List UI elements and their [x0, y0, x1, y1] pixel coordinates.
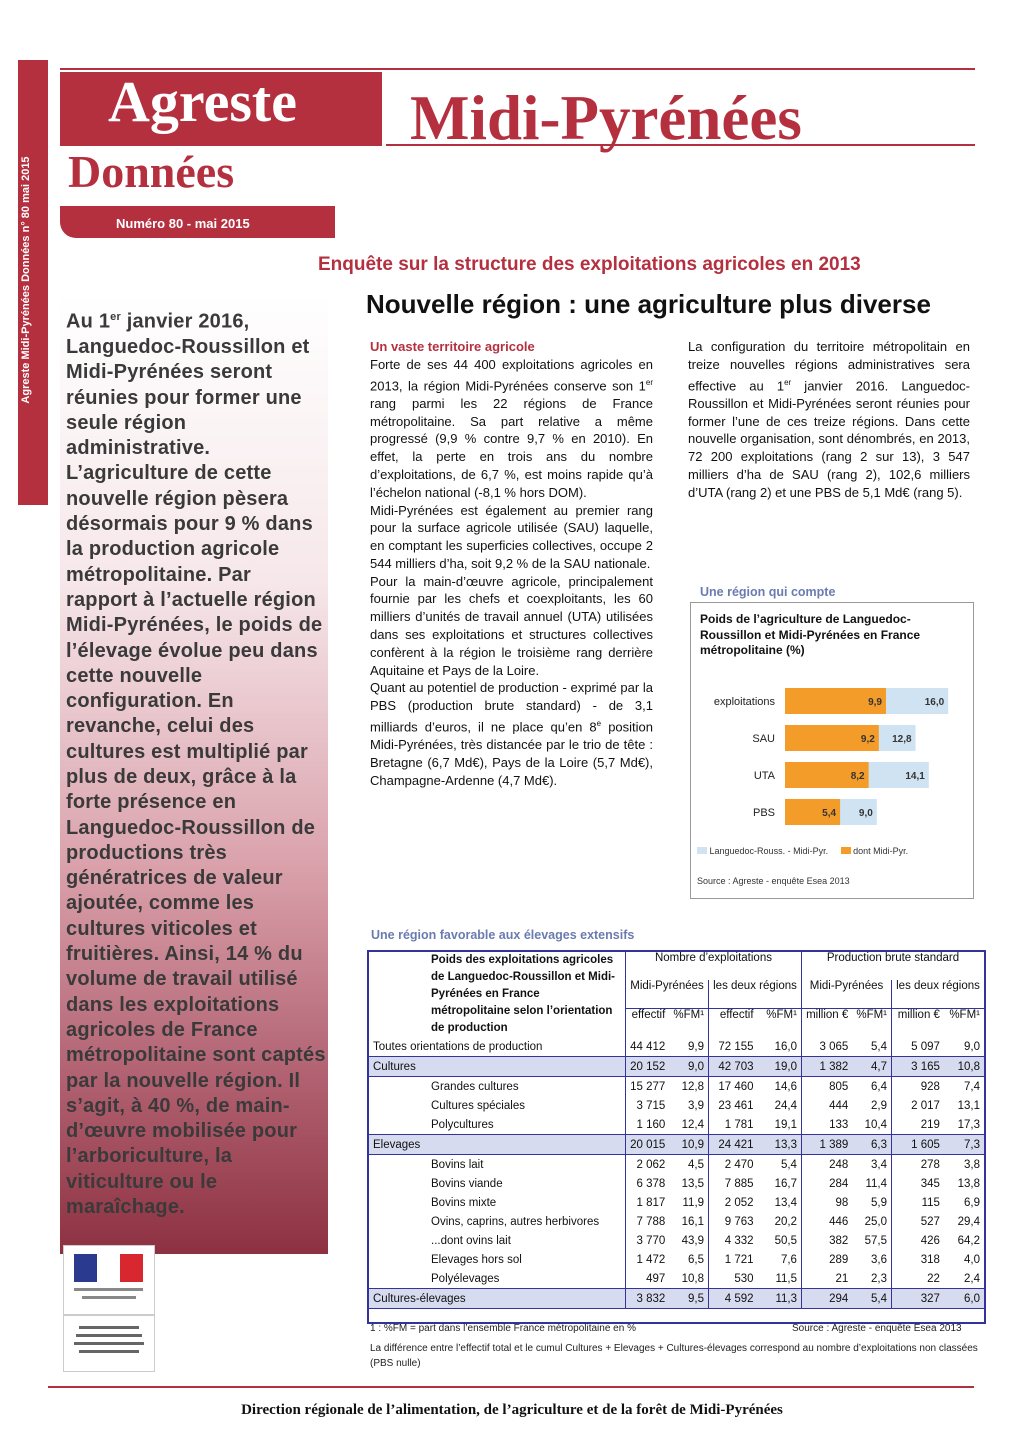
table-cell: 5 097 [892, 1037, 944, 1057]
table-cell: 4,7 [852, 1057, 891, 1077]
series-title: Données [68, 146, 235, 197]
table-cell: 345 [892, 1174, 944, 1193]
table-row [369, 1037, 984, 1057]
ministry-logo [63, 1315, 155, 1372]
table-cell: 11,5 [775, 1272, 797, 1285]
table-cell: 98 [801, 1193, 852, 1212]
table [369, 952, 984, 1309]
bar-label-midi-pyrenees: 5,4 [822, 808, 837, 819]
table-cell: 12,4 [681, 1118, 705, 1131]
table-cell: 20 015 [626, 1135, 670, 1155]
data-table [367, 950, 986, 1324]
table-cell: 2 052 [709, 1193, 758, 1212]
table-cell: 3,9 [688, 1099, 705, 1112]
unit-header: million € [892, 1008, 944, 1037]
table-row [369, 1155, 984, 1175]
row-label: Cultures-élevages [369, 1289, 626, 1309]
table-cell: 50,5 [774, 1234, 797, 1247]
table-cell: 527 [892, 1212, 944, 1231]
chart-category-label: PBS [752, 807, 775, 819]
table-cell: 5,9 [871, 1196, 888, 1209]
table-cell: 24,4 [774, 1099, 797, 1112]
table-cell: 294 [801, 1289, 852, 1309]
table-cell: 23 461 [709, 1096, 758, 1115]
table-note: La différence entre l’effectif total et le cumul Cultures + Elevages + Cultures-élevages correspond au nombre d’exploitations non classées (PBS nulle) [370, 1343, 978, 1369]
table-cell: 6,3 [852, 1135, 891, 1155]
table-cell: 1 817 [626, 1193, 670, 1212]
table-cell: 13,3 [758, 1135, 802, 1155]
table-cell: 115 [892, 1193, 944, 1212]
table-cell: 3 832 [626, 1289, 670, 1309]
ministry-text-icon [64, 1316, 154, 1371]
table-cell: 11,4 [865, 1177, 888, 1190]
unit-header: %FM¹ [944, 1008, 984, 1037]
table-cell: 4 332 [709, 1231, 758, 1250]
table-cell: 7 788 [626, 1212, 670, 1231]
row-label: Toutes orientations de production [373, 1040, 543, 1053]
table-cell: 5,4 [852, 1289, 891, 1309]
table-cell: 3 715 [626, 1096, 670, 1115]
table-cell: 17,3 [957, 1118, 980, 1131]
row-label: Polyélevages [431, 1272, 500, 1285]
unit-header: effectif [626, 1008, 670, 1037]
region-title: Midi-Pyrénées [410, 83, 802, 153]
row-label: Grandes cultures [431, 1080, 519, 1093]
legend-swatch-mp [841, 847, 851, 854]
col1-para-3: Pour la main-d’œuvre agricole, principalement fournie par les chefs et coexploitants, les 60 milliers d’unités de travail annuel (UTA) utilisées dans ses exploitations et structures collectives confèrent à la région le troisième rang derrière Aquitaine et Pays de la Loire. [370, 573, 653, 678]
col1-heading: Un vaste territoire agricole [370, 339, 535, 354]
table-cell: 44 412 [626, 1037, 670, 1057]
table-cell: 57,5 [864, 1234, 888, 1247]
table-row [369, 1193, 984, 1212]
table-cell: 72 155 [709, 1037, 758, 1057]
table-cell: 3 165 [892, 1057, 944, 1077]
table-cell: 318 [892, 1250, 944, 1269]
group-header-exploitations: Nombre d’exploitations [626, 952, 802, 980]
table-cell: 43,9 [681, 1234, 705, 1247]
table-cell: 327 [892, 1289, 944, 1309]
row-label: Bovins lait [431, 1158, 484, 1171]
table-cell: 14,6 [774, 1080, 797, 1093]
table-section-title: Une région favorable aux élevages extensifs [371, 928, 635, 942]
table-cell: 19,0 [758, 1057, 802, 1077]
bar-label-midi-pyrenees: 9,2 [860, 734, 875, 745]
table-cell: 1 389 [801, 1135, 852, 1155]
table-cell: 2,9 [871, 1099, 888, 1112]
sub-header-mp-pbs: Midi-Pyrénées [801, 980, 891, 1009]
vertical-strip-text: Agreste Midi-Pyrénées Données n° 80 mai 2015 [20, 156, 32, 404]
table-cell: 13,8 [957, 1177, 980, 1190]
table-row [369, 1212, 984, 1231]
table-row [369, 1057, 984, 1077]
row-label: Elevages hors sol [431, 1253, 522, 1266]
bar-label-both-regions: 16,0 [924, 697, 945, 708]
table-cell: 444 [801, 1096, 852, 1115]
table-cell: 497 [626, 1269, 670, 1289]
table-cell: 6,0 [944, 1289, 984, 1309]
sub-header-mp: Midi-Pyrénées [626, 980, 709, 1009]
group-header-pbs: Production brute standard [801, 952, 984, 980]
table-cell: 4,5 [688, 1158, 705, 1171]
col2-para-1: La configuration du territoire métropolitain en treize nouvelles régions administratives sera effective au 1er janvier 2016. Languedoc-Roussillon et Midi-Pyrénées seront réunies pour former l’une de ces treize régions. Dans cette nouvelle organisation, sont dénombrés, en 2013, 72 200 exploitations (rang 2 sur 13), 3 547 milliers d’ha de SAU (rang 2), 102,6 milliers d’UTA (rang 2) et une PBS de 5,1 Md€ (rang 5). [688, 339, 970, 500]
table-cell: 16,1 [681, 1215, 705, 1228]
table-cell: 6 378 [626, 1174, 670, 1193]
unit-header: %FM¹ [758, 1008, 802, 1037]
row-label: Ovins, caprins, autres herbivores [431, 1215, 600, 1228]
table-cell: 10,8 [944, 1057, 984, 1077]
table-cell: 15 277 [626, 1077, 670, 1097]
table-cell: 5,4 [871, 1040, 888, 1053]
row-label: Bovins mixte [431, 1196, 497, 1209]
table-cell: 1 382 [801, 1057, 852, 1077]
republic-logo [63, 1245, 155, 1315]
table-cell: 9,5 [669, 1289, 708, 1309]
row-label: Cultures spéciales [431, 1099, 525, 1112]
bar-label-midi-pyrenees: 9,9 [868, 697, 882, 708]
table-cell: 248 [801, 1155, 852, 1175]
chart-title: Poids de l’agriculture de Languedoc-Roussillon et Midi-Pyrénées en France métropolitaine (%) [700, 612, 921, 657]
table-cell: 10,9 [669, 1135, 708, 1155]
table-cell: 3,4 [871, 1158, 888, 1171]
chart-category-label: UTA [753, 770, 775, 782]
table-cell: 4,0 [964, 1253, 980, 1266]
table-cell: 1 781 [709, 1115, 758, 1135]
footer-rule [48, 1386, 974, 1388]
table-cell: 928 [892, 1077, 944, 1097]
footer-text: Direction régionale de l’alimentation, de l’agriculture et de la forêt de Midi-Pyrénées [241, 1402, 783, 1418]
table-cell: 3 065 [801, 1037, 852, 1057]
table-title: Poids des exploitations agricoles de Languedoc-Roussillon et Midi-Pyrénées en France métropolitaine selon l’orientation de production [431, 954, 615, 1034]
unit-header: million € [801, 1008, 852, 1037]
table-row [369, 1096, 984, 1115]
row-label: Bovins viande [431, 1177, 503, 1190]
table-cell: 2 062 [626, 1155, 670, 1175]
table-cell: 20,2 [774, 1215, 797, 1228]
table-cell: 426 [892, 1231, 944, 1250]
table-cell: 133 [801, 1115, 852, 1135]
table-cell: 11,3 [758, 1289, 802, 1309]
table-cell: 3 770 [626, 1231, 670, 1250]
legend-swatch-both [697, 847, 707, 854]
column-2 [688, 338, 970, 502]
republic-flag-icon [64, 1246, 154, 1314]
table-source: Source : Agreste - enquête Esea 2013 [792, 1323, 962, 1334]
table-cell: 20 152 [626, 1057, 670, 1077]
table-cell: 19,1 [774, 1118, 797, 1131]
table-cell: 16,7 [774, 1177, 797, 1190]
table-cell: 11,9 [682, 1196, 705, 1209]
table-row [369, 1231, 984, 1250]
table-cell: 6,4 [871, 1080, 888, 1093]
table-cell: 24 421 [709, 1135, 758, 1155]
table-cell: 9,0 [964, 1040, 980, 1053]
table-cell: 29,4 [957, 1215, 980, 1228]
issue-number: Numéro 80 - mai 2015 [116, 216, 250, 231]
table-cell: 289 [801, 1250, 852, 1269]
table-cell: 7 885 [709, 1174, 758, 1193]
row-label: Cultures [369, 1057, 626, 1077]
table-row [369, 1269, 984, 1289]
table-cell: 42 703 [709, 1057, 758, 1077]
table-cell: 284 [801, 1174, 852, 1193]
bar-label-both-regions: 14,1 [905, 771, 925, 782]
table-cell: 6,5 [688, 1253, 705, 1266]
table-cell: 7,6 [780, 1253, 797, 1266]
table-row [369, 1135, 984, 1155]
table-cell: 219 [892, 1115, 944, 1135]
legend-label-mp: dont Midi-Pyr. [853, 846, 909, 856]
table-cell: 382 [801, 1231, 852, 1250]
table-cell: 446 [801, 1212, 852, 1231]
table-cell: 1 472 [626, 1250, 670, 1269]
table-cell: 6,9 [964, 1196, 980, 1209]
table-row [369, 1077, 984, 1097]
chart-source: Source : Agreste - enquête Esea 2013 [697, 876, 850, 886]
chart-category-label: SAU [752, 733, 775, 745]
table-cell: 13,4 [774, 1196, 797, 1209]
table-cell: 10,8 [681, 1272, 705, 1285]
table-cell: 3,8 [964, 1158, 980, 1171]
table-cell: 16,0 [774, 1040, 797, 1053]
sub-header-both: les deux régions [709, 980, 802, 1009]
bar-label-midi-pyrenees: 8,2 [850, 771, 865, 782]
table-cell: 2,4 [964, 1272, 980, 1285]
table-cell: 25,0 [864, 1215, 888, 1228]
table-cell: 805 [801, 1077, 852, 1097]
row-label: ...dont ovins lait [431, 1234, 511, 1247]
table-cell: 12,8 [681, 1080, 705, 1093]
table-cell: 7,3 [944, 1135, 984, 1155]
table-cell: 278 [892, 1155, 944, 1175]
table-cell: 1 160 [626, 1115, 670, 1135]
bar-label-both-regions: 12,8 [892, 734, 912, 745]
table-cell: 2 470 [709, 1155, 758, 1175]
col1-para-2: Midi-Pyrénées est également au premier rang pour la surface agricole utilisée (SAU) laquelle, en comptant les superficies collectives, occupe 2 544 milliers d’ha, soit 9,2 % de la SAU nationale. [370, 502, 653, 571]
chart-legend [697, 846, 908, 856]
table-cell: 9 763 [709, 1212, 758, 1231]
table-cell: 13,5 [681, 1177, 705, 1190]
table-cell: 1 605 [892, 1135, 944, 1155]
col1-para-1: Forte de ses 44 400 exploitations agricoles en 2013, la région Midi-Pyrénées conserve son 1er rang parmi les 22 régions de France métropolitaine. Sa part relative a même progressé (9,9 % contre 9,7 % en 2010). En effet, la perte en trois ans du nombre d’exploitations, de 6,7 %, est moins rapide qu’à l’échelon national (-8,1 % hors DOM). [370, 356, 653, 500]
table-cell: 2 017 [892, 1096, 944, 1115]
table-cell: 5,4 [780, 1158, 797, 1171]
brand-title: Agreste [108, 69, 297, 134]
table-row [369, 1115, 984, 1135]
unit-header: %FM¹ [852, 1008, 891, 1037]
table-row [369, 1250, 984, 1269]
table-cell: 22 [892, 1269, 944, 1289]
table-cell: 1 721 [709, 1250, 758, 1269]
table-cell: 530 [709, 1269, 758, 1289]
table-cell: 64,2 [957, 1234, 980, 1247]
chart-section-title: Une région qui compte [700, 585, 836, 599]
sub-header-both-pbs: les deux régions [892, 980, 984, 1009]
table-cell: 9,0 [669, 1057, 708, 1077]
survey-title: Enquête sur la structure des exploitations agricoles en 2013 [318, 254, 861, 275]
table-row [369, 1289, 984, 1309]
table-row [369, 1174, 984, 1193]
table-cell: 3,6 [871, 1253, 888, 1266]
table-cell: 2,3 [871, 1272, 888, 1285]
table-cell: 13,1 [957, 1099, 980, 1112]
bar-chart [690, 680, 972, 845]
table-footnote: 1 : %FM = part dans l’ensemble France métropolitaine en % [370, 1323, 636, 1334]
col1-para-4: Quant au potentiel de production - exprimé par la PBS (production brute standard) - de 3,1 milliards d’euros, il ne place qu’en 8e position Midi-Pyrénées, très distancée par le trio de tête : Bretagne (6,7 Md€), Pays de la Loire (5,7 Md€), Champagne-Ardenne (4,7 Md€). [370, 680, 653, 788]
legend-label-both: Languedoc-Rouss. - Midi-Pyr. [709, 846, 829, 856]
unit-header: %FM¹ [669, 1008, 708, 1037]
row-label: Polycultures [431, 1118, 494, 1131]
table-cell: 10,4 [864, 1118, 888, 1131]
unit-header: effectif [709, 1008, 758, 1037]
table-cell: 21 [801, 1269, 852, 1289]
table-cell: 7,4 [964, 1080, 980, 1093]
intro-text: Au 1er janvier 2016, Languedoc-Roussillon et Midi-Pyrénées seront réunies pour former une seule région administrative. L’agriculture de cette nouvelle région pèsera désormais pour 9 % dans la production agricole métropolitaine. Par rapport à l’actuelle région Midi-Pyrénées, le poids de l’élevage évolue peu dans cette nouvelle configuration. En revanche, celui des cultures est multiplié par plus de deux, grâce à la forte présence en Languedoc-Roussillon de productions très génératrices de valeur ajoutée, comme les cultures viticoles et fruitières. Ainsi, 14 % du volume de travail utilisé dans les exploitations agricoles de France métropolitaine sont captés par la nouvelle région. Il s’agit, à 40 %, de main-d’œuvre mobilisée pour l’arboriculture, la viticulture ou le maraîchage. [66, 310, 326, 1219]
chart-category-label: exploitations [713, 696, 775, 708]
vertical-side-strip [18, 60, 48, 505]
table-cell: 17 460 [709, 1077, 758, 1097]
table-cell: 9,9 [688, 1040, 705, 1053]
bar-label-both-regions: 9,0 [858, 808, 873, 819]
column-1 [370, 338, 653, 790]
table-cell: 4 592 [709, 1289, 758, 1309]
headline: Nouvelle région : une agriculture plus diverse [366, 289, 931, 319]
row-label: Elevages [369, 1135, 626, 1155]
